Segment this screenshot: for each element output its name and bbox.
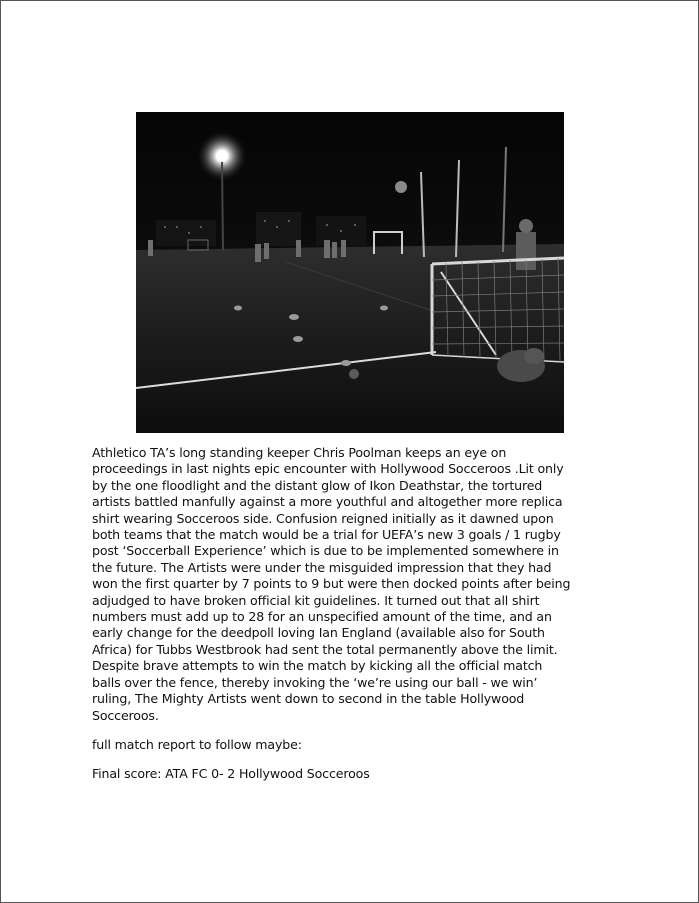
article-paragraph-final-score: Final score: ATA FC 0- 2 Hollywood Socceroos [92,766,370,782]
night-football-pitch-image [136,112,564,433]
article-text [92,445,574,796]
match-photo [136,112,564,433]
article-paragraph-main: Athletico TA’s long standing keeper Chris Poolman keeps an eye on proceedings in last nights epic encounter with Hollywood Socceroos .Lit only by the one floodlight and the distant glow of Ikon Deathstar, the tortured artists battled manfully against a more youthful and altogether more replica shirt wearing Socceroos side. Confusion reigned initially as it dawned upon both teams that the match would be a trial for UEFA’s new 3 goals / 1 rugby post ‘Soccerball Experience’ which is due to be implemented somewhere in the future. The Artists were under the misguided impression that they had won the first quarter by 7 points to 9 but were then docked points after being adjudged to have broken official kit guidelines. It turned out that all shirt numbers must add up to 28 for an unspecified amount of the time, and an early change for the deedpoll loving Ian England (available also for South Africa) for Tubbs Westbrook had sent the total permanently above the limit. Despite brave attempts to win the match by kicking all the official match balls over the fence, thereby invoking the ‘we’re using our ball - we win’ ruling, The Mighty Artists went down to second in the table Hollywood Socceroos. [92,445,571,723]
article-paragraph-report-note: full match report to follow maybe: [92,736,302,752]
